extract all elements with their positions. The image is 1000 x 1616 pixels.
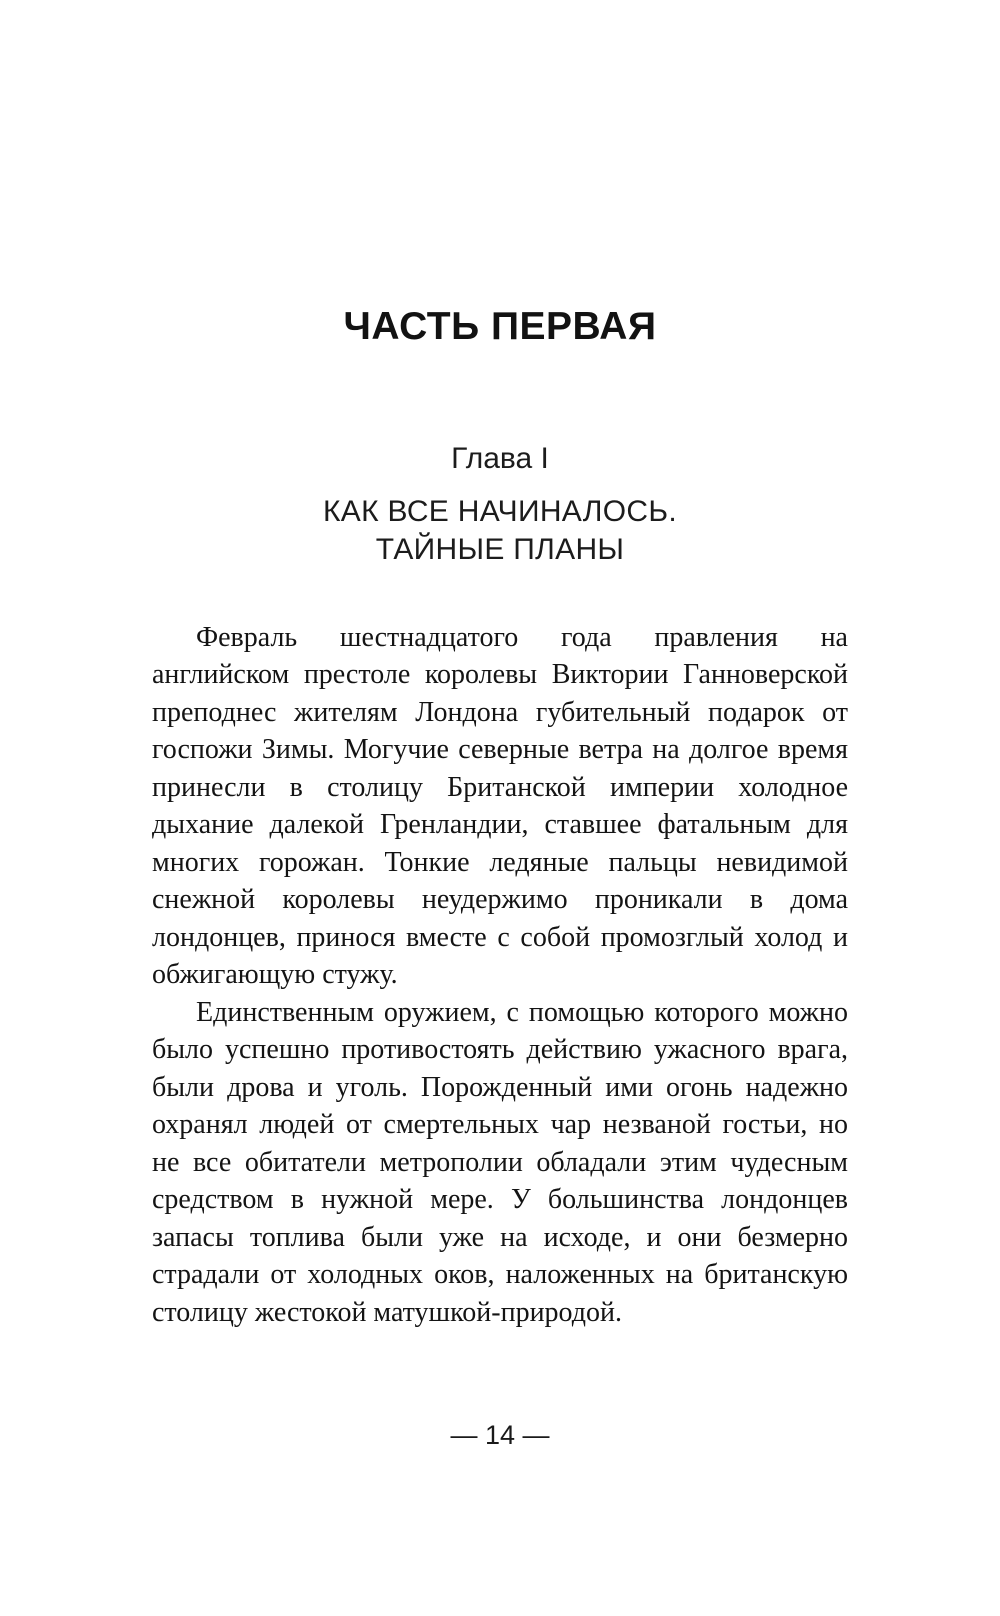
body-text: [152, 619, 848, 1332]
chapter-heading: [152, 441, 848, 569]
chapter-title-line-2: ТАЙНЫЕ ПЛАНЫ: [375, 532, 625, 566]
paragraph-2: Единственным оружием, с помощью которого можно было успешно противостоять действию ужасного врага, были дрова и уголь. Порожденный ими огонь надежно охранял людей от смертельных чар незваной гостьи, но не все обитатели метрополии обладали этим чудесным средством в нужной мере. У большинства лондонцев запасы топлива были уже на исходе, и они безмерно страдали от холодных оков, наложенных на британскую столицу жестокой матушкой-природой.: [152, 996, 848, 1328]
chapter-title-line-1: КАК ВСЕ НАЧИНАЛОСЬ.: [323, 494, 677, 528]
part-title: ЧАСТЬ ПЕРВАЯ: [343, 305, 657, 348]
page-number: — 14 —: [450, 1420, 550, 1450]
paragraph-1: Февраль шестнадцатого года правления на английском престоле королевы Виктории Ганноверской преподнес жителям Лондона губительный подарок от госпожи Зимы. Могучие северные ветра на долгое время принесли в столицу Британской империи холодное дыхание далекой Гренландии, ставшее фатальным для многих горожан. Тонкие ледяные пальцы невидимой снежной королевы неудержимо проникали в дома лондонцев, принося вместе с собой промозглый холод и обжигающую стужу.: [152, 621, 848, 991]
chapter-label: Глава I: [451, 441, 549, 475]
text-column: [152, 0, 848, 1331]
